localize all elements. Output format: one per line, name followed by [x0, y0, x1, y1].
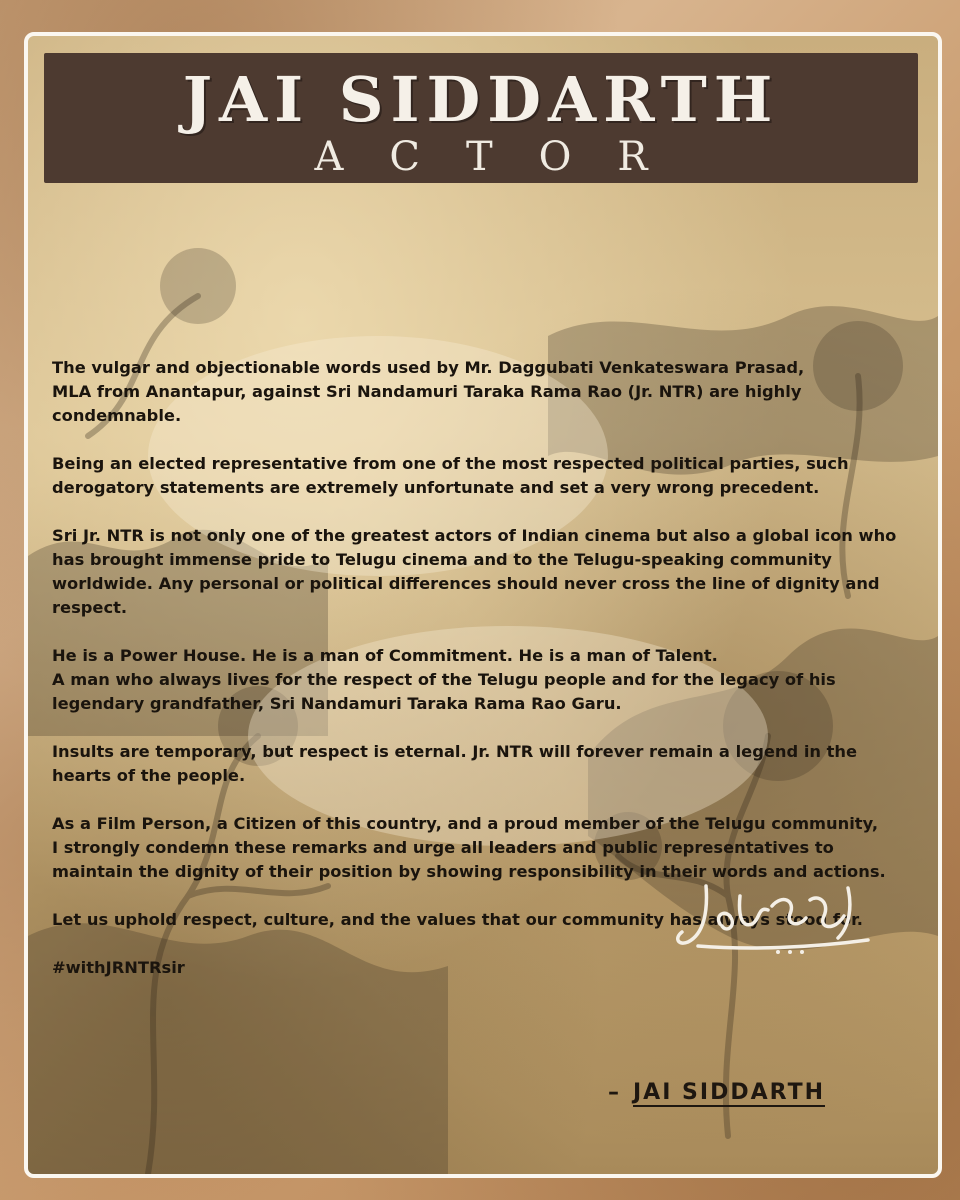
- statement-paragraph: Sri Jr. NTR is not only one of the greatest actors of Indian cinema but also a global icon who has brought immense pride to Telugu cinema and to the Telugu-speaking community worldwide. Any personal or political differences should never cross the line of dignity and respect.: [52, 526, 897, 617]
- banner-name: JAI SIDDARTH: [182, 63, 780, 136]
- signoff-dash: –: [608, 1080, 621, 1105]
- statement-paragraph: As a Film Person, a Citizen of this country, and a proud member of the Telugu community, I strongly condemn these remarks and urge all leaders and public representatives to maintain the dignity of their position by showing responsibility in their words and actions.: [52, 814, 886, 881]
- statement-frame: [24, 32, 942, 1178]
- banner-role: ACTOR: [314, 134, 694, 180]
- statement-paragraph: The vulgar and objectionable words used by Mr. Daggubati Venkateswara Prasad, MLA from Anantapur, against Sri Nandamuri Taraka Rama Rao (Jr. NTR) are highly condemnable.: [52, 358, 805, 425]
- statement-paragraph: He is a Power House. He is a man of Commitment. He is a man of Talent. A man who always lives for the respect of the Telugu people and for the legacy of his legendary grandfather, Sri Nandamuri Taraka Rama Rao Garu.: [52, 646, 836, 713]
- hashtag: #withJRNTRsir: [52, 958, 185, 977]
- signoff: [608, 1080, 825, 1105]
- handwritten-signature: [668, 866, 878, 956]
- title-banner: [44, 53, 918, 183]
- statement-paragraph: Let us uphold respect, culture, and the values that our community has always stood for.: [52, 910, 863, 929]
- statement-paragraph: Being an elected representative from one of the most respected political parties, such derogatory statements are extremely unfortunate and set a very wrong precedent.: [52, 454, 849, 497]
- statement-paragraph: Insults are temporary, but respect is eternal. Jr. NTR will forever remain a legend in the hearts of the people.: [52, 742, 858, 785]
- signoff-name: JAI SIDDARTH: [633, 1080, 826, 1105]
